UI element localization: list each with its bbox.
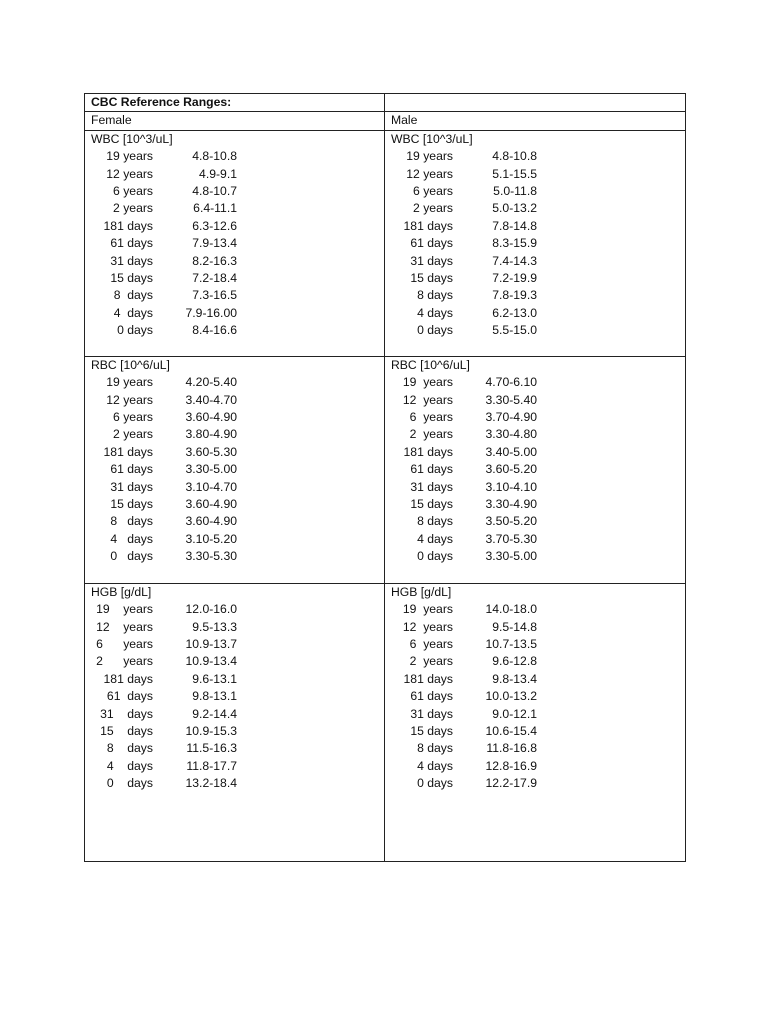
range-value: 5.0-11.8	[493, 184, 537, 198]
reference-row	[391, 270, 685, 287]
reference-row	[91, 513, 384, 530]
range-value: 8.2-16.3	[192, 253, 237, 268]
reference-row	[391, 775, 685, 792]
reference-row	[391, 444, 685, 461]
range-value: 5.5-15.0	[492, 323, 537, 338]
range-value: 3.80-4.90	[185, 427, 237, 442]
age-label: 31 days	[410, 479, 453, 494]
range-value: 3.40-4.70	[185, 392, 237, 407]
range-value: 10.6-15.4	[485, 723, 537, 738]
age-label: 8 days	[417, 288, 453, 303]
range-value: 8.4-16.6	[192, 323, 237, 338]
age-label: 181 days	[403, 218, 453, 233]
reference-row	[391, 218, 685, 235]
range-value: 7.4-14.3	[492, 253, 537, 268]
age-label: 6 years	[409, 637, 453, 651]
reference-row	[91, 444, 384, 461]
age-label: 2 years	[409, 427, 453, 442]
reference-row	[391, 409, 685, 426]
range-value: 3.60-4.90	[185, 514, 237, 529]
range-value: 14.0-18.0	[485, 602, 537, 617]
age-label: 12 years	[406, 166, 453, 181]
cbc-reference-table	[84, 93, 686, 862]
reference-row	[391, 392, 685, 409]
reference-row	[91, 496, 384, 513]
female-hgb-list	[91, 601, 384, 792]
age-label: 12 years	[106, 392, 153, 407]
range-value: 12.0-16.0	[185, 602, 237, 617]
age-label: 181 days	[403, 671, 453, 686]
age-label: 15 days	[410, 723, 453, 738]
age-label: 6 years	[113, 184, 153, 198]
age-label: 2 years	[96, 654, 153, 669]
reference-row	[91, 166, 384, 183]
reference-row	[391, 601, 685, 618]
reference-row	[91, 740, 384, 757]
reference-row	[91, 235, 384, 252]
range-value: 3.50-5.20	[485, 514, 537, 529]
male-hgb-cell	[385, 583, 686, 861]
reference-row	[391, 235, 685, 252]
range-value: 11.8-16.8	[486, 741, 537, 756]
reference-row	[391, 287, 685, 304]
age-label: 6 years	[113, 410, 153, 424]
range-value: 7.8-14.8	[492, 218, 537, 233]
range-value: 7.2-18.4	[192, 270, 237, 285]
range-value: 9.6-12.8	[492, 654, 537, 669]
range-value: 8.3-15.9	[492, 236, 537, 251]
rbc-row	[85, 356, 686, 583]
range-value: 6.2-13.0	[492, 305, 537, 320]
reference-row	[391, 688, 685, 705]
age-label: 0 days	[417, 776, 453, 791]
age-label: 61 days	[410, 462, 453, 477]
range-value: 12.8-16.9	[485, 758, 537, 773]
reference-row	[391, 148, 685, 165]
empty-title-cell	[385, 94, 686, 112]
reference-row	[91, 758, 384, 775]
reference-row	[391, 426, 685, 443]
reference-row	[391, 305, 685, 322]
reference-row	[91, 706, 384, 723]
range-value: 3.30-5.00	[485, 549, 537, 564]
reference-row	[91, 601, 384, 618]
reference-row	[391, 166, 685, 183]
range-value: 3.10-4.70	[185, 479, 237, 494]
age-label: 15 days	[410, 270, 453, 285]
range-value: 9.5-14.8	[492, 619, 537, 634]
range-value: 3.10-4.10	[485, 479, 537, 494]
female-rbc-cell	[85, 356, 385, 583]
range-value: 12.2-17.9	[485, 776, 537, 791]
age-label: 19 years	[106, 149, 153, 164]
age-label: 4 days	[113, 305, 153, 320]
male-hgb-label: HGB [g/dL]	[391, 584, 452, 599]
male-wbc-list	[391, 148, 685, 339]
age-label: 6 years	[96, 637, 153, 651]
reference-row	[91, 636, 384, 653]
reference-row	[391, 513, 685, 530]
age-label: 19 years	[402, 602, 453, 617]
female-hgb-label: HGB [g/dL]	[91, 584, 152, 599]
reference-row	[91, 270, 384, 287]
male-header: Male	[385, 112, 686, 130]
reference-row	[91, 392, 384, 409]
age-label: 15 days	[110, 496, 153, 511]
male-rbc-label: RBC [10^6/uL]	[391, 357, 470, 372]
age-label: 181 days	[403, 444, 453, 459]
range-value: 5.1-15.5	[492, 166, 537, 181]
age-label: 181 days	[103, 444, 153, 459]
range-value: 7.8-19.3	[492, 288, 537, 303]
reference-row	[91, 479, 384, 496]
range-value: 7.3-16.5	[192, 288, 237, 303]
reference-row	[391, 548, 685, 565]
male-rbc-cell	[385, 356, 686, 583]
reference-row	[91, 548, 384, 565]
age-label: 61 days	[410, 236, 453, 251]
reference-row	[391, 706, 685, 723]
age-label: 19 years	[106, 375, 153, 390]
wbc-row	[85, 130, 686, 356]
reference-row	[91, 374, 384, 391]
reference-row	[91, 409, 384, 426]
range-value: 9.0-12.1	[492, 706, 537, 721]
female-rbc-label: RBC [10^6/uL]	[91, 357, 170, 372]
reference-row	[391, 200, 685, 217]
age-label: 12 years	[402, 619, 453, 634]
reference-row	[91, 723, 384, 740]
reference-row	[391, 619, 685, 636]
reference-row	[91, 461, 384, 478]
range-value: 3.60-4.90	[185, 410, 237, 424]
range-value: 9.8-13.4	[492, 671, 537, 686]
range-value: 7.9-16.00	[185, 305, 237, 320]
female-hgb-cell	[85, 583, 385, 861]
reference-row	[391, 253, 685, 270]
age-label: 0 days	[106, 776, 153, 791]
range-value: 4.9-9.1	[199, 166, 237, 181]
reference-row	[91, 653, 384, 670]
range-value: 9.6-13.1	[192, 671, 237, 686]
range-value: 11.8-17.7	[186, 758, 237, 773]
age-label: 15 days	[410, 496, 453, 511]
range-value: 4.8-10.8	[492, 149, 537, 164]
female-rbc-list	[91, 374, 384, 565]
reference-row	[391, 374, 685, 391]
age-label: 0 days	[417, 323, 453, 338]
range-value: 13.2-18.4	[185, 776, 237, 791]
age-label: 6 years	[413, 184, 453, 198]
age-label: 31 days	[410, 706, 453, 721]
table-title: CBC Reference Ranges:	[85, 94, 385, 112]
range-value: 6.3-12.6	[192, 218, 237, 233]
age-label: 61 days	[110, 236, 153, 251]
range-value: 3.60-4.90	[185, 496, 237, 511]
reference-row	[391, 496, 685, 513]
age-label: 2 years	[113, 427, 153, 442]
gender-header-row	[85, 112, 686, 130]
range-value: 10.7-13.5	[485, 637, 537, 651]
female-wbc-label: WBC [10^3/uL]	[91, 131, 173, 146]
age-label: 8 days	[106, 741, 153, 756]
reference-row	[391, 322, 685, 339]
age-label: 61 days	[110, 462, 153, 477]
reference-row	[391, 461, 685, 478]
range-value: 3.30-4.90	[485, 496, 537, 511]
reference-row	[391, 479, 685, 496]
age-label: 61 days	[106, 689, 153, 704]
range-value: 6.4-11.1	[193, 201, 237, 216]
age-label: 31 days	[110, 479, 153, 494]
male-rbc-list	[391, 374, 685, 565]
reference-row	[91, 671, 384, 688]
age-label: 31 days	[100, 706, 153, 721]
age-label: 4 days	[110, 531, 153, 546]
age-label: 2 years	[413, 201, 453, 216]
reference-row	[391, 758, 685, 775]
range-value: 9.2-14.4	[192, 706, 237, 721]
male-hgb-list	[391, 601, 685, 792]
table-title-row	[85, 94, 686, 112]
age-label: 15 days	[110, 270, 153, 285]
reference-row	[391, 671, 685, 688]
range-value: 3.70-5.30	[485, 531, 537, 546]
age-label: 6 years	[409, 410, 453, 424]
reference-row	[391, 723, 685, 740]
age-label: 4 days	[417, 758, 453, 773]
range-value: 4.70-6.10	[485, 375, 537, 390]
age-label: 2 years	[409, 654, 453, 669]
range-value: 9.8-13.1	[192, 689, 237, 704]
range-value: 5.0-13.2	[492, 201, 537, 216]
male-wbc-label: WBC [10^3/uL]	[391, 131, 473, 146]
reference-row	[391, 653, 685, 670]
range-value: 3.30-4.80	[485, 427, 537, 442]
age-label: 0 days	[117, 323, 153, 338]
range-value: 10.9-13.7	[185, 637, 237, 651]
reference-row	[91, 287, 384, 304]
age-label: 181 days	[103, 218, 153, 233]
range-value: 11.5-16.3	[186, 741, 237, 756]
age-label: 181 days	[103, 671, 153, 686]
age-label: 0 days	[417, 549, 453, 564]
range-value: 3.10-5.20	[185, 531, 237, 546]
range-value: 3.30-5.30	[185, 549, 237, 564]
reference-row	[91, 183, 384, 200]
male-wbc-cell	[385, 130, 686, 356]
range-value: 10.0-13.2	[485, 689, 537, 704]
reference-row	[91, 148, 384, 165]
age-label: 31 days	[110, 253, 153, 268]
age-label: 2 years	[113, 201, 153, 216]
age-label: 15 days	[100, 723, 153, 738]
range-value: 10.9-15.3	[185, 723, 237, 738]
age-label: 8 days	[417, 514, 453, 529]
female-header: Female	[85, 112, 385, 130]
reference-row	[91, 619, 384, 636]
reference-row	[91, 531, 384, 548]
age-label: 61 days	[410, 689, 453, 704]
range-value: 4.20-5.40	[185, 375, 237, 390]
reference-row	[91, 426, 384, 443]
reference-row	[91, 253, 384, 270]
range-value: 3.30-5.40	[485, 392, 537, 407]
age-label: 0 days	[110, 549, 153, 564]
range-value: 3.40-5.00	[485, 444, 537, 459]
age-label: 19 years	[402, 375, 453, 390]
age-label: 12 years	[402, 392, 453, 407]
range-value: 3.70-4.90	[485, 410, 537, 424]
range-value: 3.30-5.00	[185, 462, 237, 477]
range-value: 3.60-5.30	[185, 444, 237, 459]
range-value: 4.8-10.8	[192, 149, 237, 164]
reference-row	[91, 322, 384, 339]
reference-row	[91, 775, 384, 792]
reference-row	[391, 531, 685, 548]
age-label: 12 years	[96, 619, 153, 634]
age-label: 4 days	[417, 305, 453, 320]
age-label: 19 years	[96, 602, 153, 617]
age-label: 19 years	[406, 149, 453, 164]
range-value: 10.9-13.4	[185, 654, 237, 669]
reference-row	[391, 636, 685, 653]
range-value: 7.9-13.4	[192, 236, 237, 251]
age-label: 12 years	[106, 166, 153, 181]
reference-row	[91, 218, 384, 235]
female-wbc-cell	[85, 130, 385, 356]
age-label: 4 days	[106, 758, 153, 773]
hgb-row	[85, 583, 686, 861]
age-label: 8 days	[417, 741, 453, 756]
range-value: 7.2-19.9	[492, 270, 537, 285]
reference-row	[91, 305, 384, 322]
range-value: 9.5-13.3	[192, 619, 237, 634]
age-label: 4 days	[417, 531, 453, 546]
age-label: 8 days	[113, 288, 153, 303]
reference-row	[91, 688, 384, 705]
age-label: 8 days	[110, 514, 153, 529]
reference-row	[91, 200, 384, 217]
reference-row	[391, 183, 685, 200]
reference-row	[391, 740, 685, 757]
female-wbc-list	[91, 148, 384, 339]
range-value: 4.8-10.7	[192, 184, 237, 198]
range-value: 3.60-5.20	[485, 462, 537, 477]
age-label: 31 days	[410, 253, 453, 268]
